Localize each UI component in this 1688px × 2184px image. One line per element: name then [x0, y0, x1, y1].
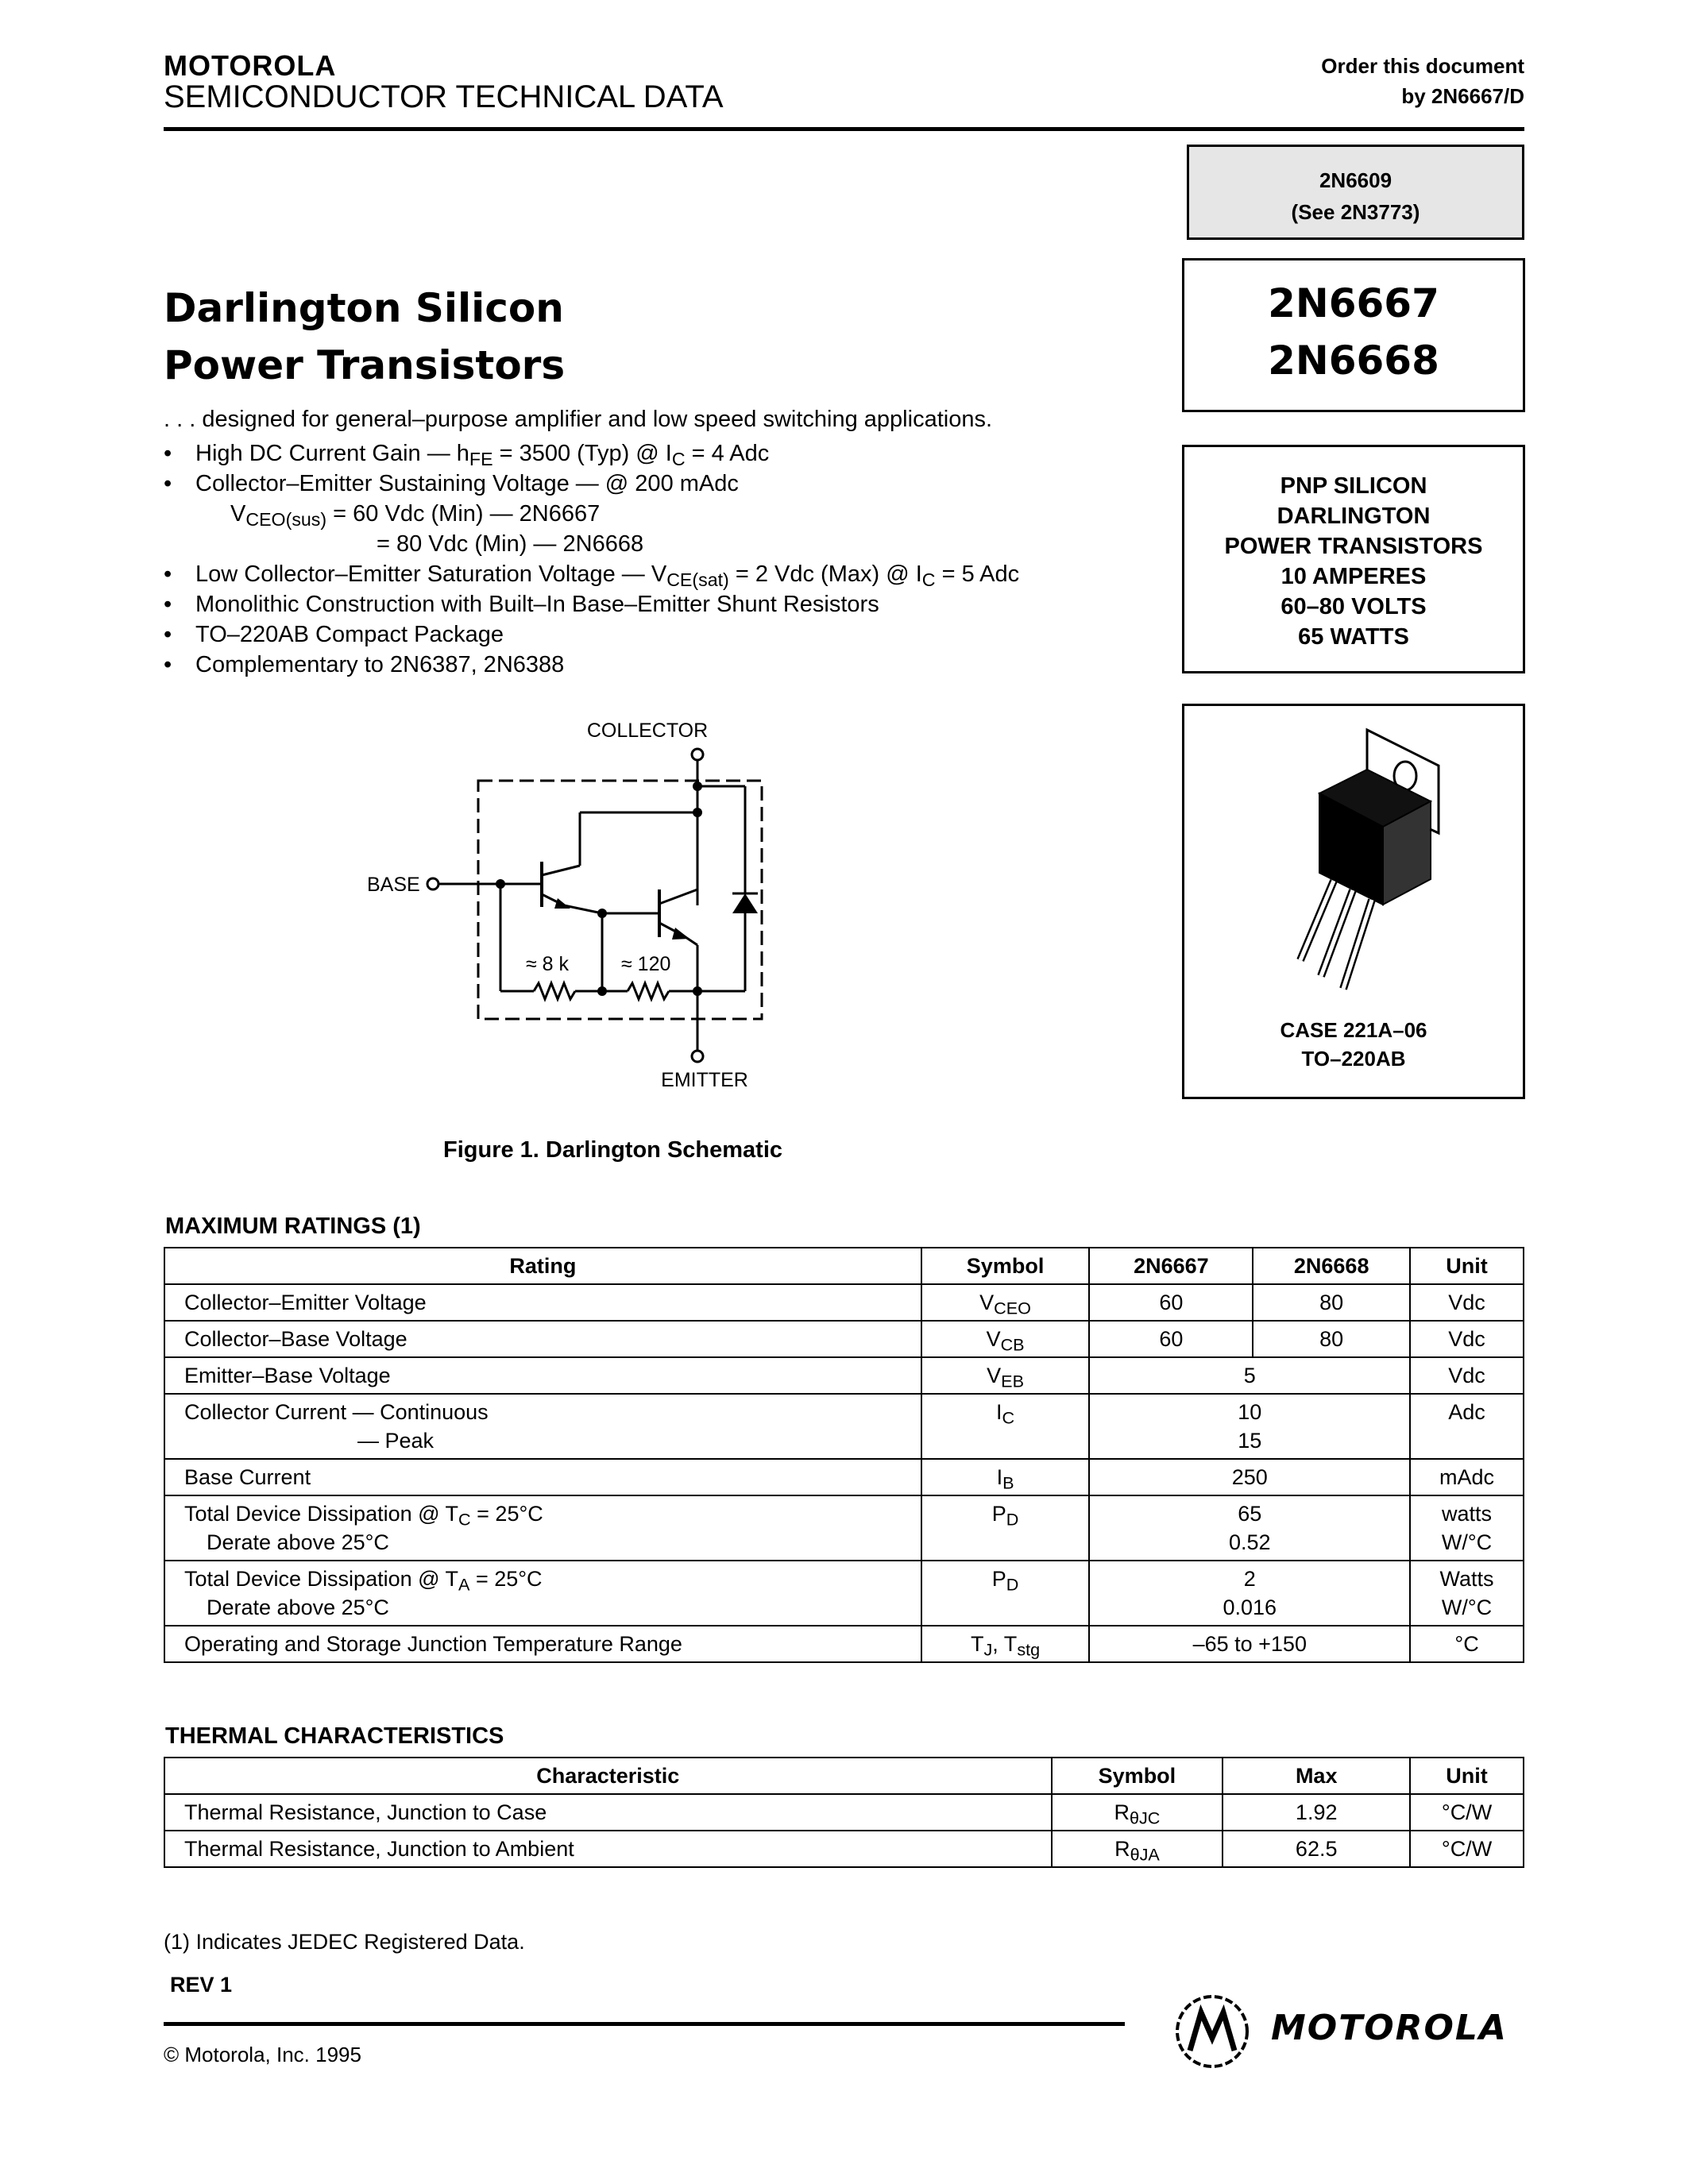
resistor-2-label: ≈ 120: [621, 953, 671, 975]
value-cell: 80: [1253, 1284, 1410, 1321]
footer-logo-text: MOTOROLA: [1271, 2008, 1508, 2048]
symbol-cell: $P_D$: [921, 1495, 1090, 1561]
max-ratings-title: MAXIMUM RATINGS (1): [165, 1214, 421, 1239]
characteristic-cell: Thermal Resistance, Junction to Ambient: [164, 1831, 1052, 1867]
table-row: [164, 1321, 1524, 1357]
footnote: (1) Indicates JEDEC Registered Data.: [164, 1930, 525, 1954]
order-line-2: by 2N6667/D: [1401, 84, 1524, 108]
emitter-label: EMITTER: [661, 1069, 748, 1091]
feature-item: • Monolithic Construction with Built–In Base–Emitter Shunt Resistors: [164, 592, 879, 617]
value-cell: 80: [1253, 1321, 1410, 1357]
table-row: [164, 1831, 1524, 1867]
see-reference: (See 2N3773): [1291, 200, 1420, 224]
feature-item: • Complementary to 2N6387, 2N6388: [164, 652, 565, 677]
table-header-row: [164, 1248, 1524, 1284]
part-number-1: 2N6667: [1268, 280, 1439, 326]
unit-cell: mAdc: [1410, 1459, 1524, 1495]
symbol-cell: $V_{CB}$: [921, 1321, 1090, 1357]
unit-cell: Watts W/°C: [1410, 1561, 1524, 1626]
to220-package-illustration: [1184, 706, 1523, 1008]
doc-type-title: SEMICONDUCTOR TECHNICAL DATA: [164, 79, 724, 114]
unit-cell: °C/W: [1410, 1831, 1524, 1867]
value-cell: 1.92: [1223, 1794, 1410, 1831]
col-header: 2N6668: [1253, 1248, 1410, 1284]
characteristic-cell: Thermal Resistance, Junction to Case: [164, 1794, 1052, 1831]
col-header: Rating: [164, 1248, 921, 1284]
value-cell: 2 0.016: [1089, 1561, 1410, 1626]
copyright: © Motorola, Inc. 1995: [164, 2043, 361, 2066]
table-row: [164, 1459, 1524, 1495]
value-cell: 10 15: [1089, 1394, 1410, 1459]
unit-cell: Vdc: [1410, 1321, 1524, 1357]
part-numbers-box: [1182, 258, 1525, 412]
feature-item: • Collector–Emitter Sustaining Voltage — @ 200 mAdc: [164, 471, 739, 496]
rating-cell: Collector–Base Voltage: [164, 1321, 921, 1357]
col-header: 2N6667: [1089, 1248, 1253, 1284]
table-row: [164, 1561, 1524, 1626]
max-ratings-table: [164, 1247, 1524, 1663]
value-cell: 60: [1089, 1321, 1253, 1357]
rating-cell: Total Device Dissipation @ $T_A = 25^\circ C$ Derate above 25°C: [164, 1561, 921, 1626]
rating-cell: Total Device Dissipation @ $T_C = 25^\circ C$ Derate above 25°C: [164, 1495, 921, 1561]
symbol-cell: $R_{\theta JC}$: [1052, 1794, 1223, 1831]
rating-cell: Emitter–Base Voltage: [164, 1357, 921, 1394]
value-cell: 5: [1089, 1357, 1410, 1394]
unit-cell: watts W/°C: [1410, 1495, 1524, 1561]
symbol-cell: $P_D$: [921, 1561, 1090, 1626]
col-header: Unit: [1410, 1248, 1524, 1284]
order-info: [1321, 51, 1524, 111]
desc-line: PNP SILICON: [1280, 473, 1427, 499]
figure-caption: Figure 1. Darlington Schematic: [443, 1137, 783, 1163]
col-header: Characteristic: [164, 1758, 1052, 1794]
order-line-1: Order this document: [1321, 54, 1524, 78]
darlington-schematic: [350, 707, 826, 1104]
table-row: [164, 1794, 1524, 1831]
base-label: BASE: [367, 874, 420, 896]
feature-list: [164, 438, 1019, 680]
part-number-2: 2N6668: [1268, 338, 1439, 384]
feature-subline: = 80 Vdc (Min) — 2N6668: [377, 531, 644, 557]
unit-cell: Vdc: [1410, 1357, 1524, 1394]
desc-line: POWER TRANSISTORS: [1224, 534, 1483, 559]
revision-label: REV 1: [170, 1973, 233, 1997]
symbol-cell: $T_J$, $T_{stg}$: [921, 1626, 1090, 1662]
col-header: Symbol: [1052, 1758, 1223, 1794]
package-type: TO–220AB: [1301, 1047, 1406, 1071]
feature-item: • Low Collector–Emitter Saturation Voltage — $V_{CE(sat)} = 2$ Vdc (Max) @ $I_C = 5$ Adc: [164, 561, 1020, 590]
resistor-1-label: ≈ 8 k: [526, 953, 570, 975]
symbol-cell: $I_C$: [921, 1394, 1090, 1459]
rating-cell: Collector Current — Continuous — Peak: [164, 1394, 921, 1459]
table-header-row: [164, 1758, 1524, 1794]
table-row: [164, 1284, 1524, 1321]
col-header: Symbol: [921, 1248, 1090, 1284]
table-row: [164, 1495, 1524, 1561]
thermal-title: THERMAL CHARACTERISTICS: [165, 1723, 504, 1749]
unit-cell: °C: [1410, 1626, 1524, 1662]
product-title: [164, 280, 565, 394]
case-number: CASE 221A–06: [1280, 1018, 1427, 1042]
title-line-2: Power Transistors: [164, 342, 566, 388]
unit-cell: °C/W: [1410, 1794, 1524, 1831]
intro-text: . . . designed for general–purpose amplifier and low speed switching applications.: [164, 407, 993, 432]
table-row: [164, 1357, 1524, 1394]
value-cell: 65 0.52: [1089, 1495, 1410, 1561]
desc-line: 10 AMPERES: [1280, 564, 1427, 589]
value-cell: 62.5: [1223, 1831, 1410, 1867]
rating-cell: Base Current: [164, 1459, 921, 1495]
symbol-cell: $R_{\theta JA}$: [1052, 1831, 1223, 1867]
symbol-cell: $I_B$: [921, 1459, 1090, 1495]
desc-line: 60–80 VOLTS: [1280, 594, 1427, 619]
desc-line: 65 WATTS: [1298, 624, 1409, 650]
table-row: [164, 1626, 1524, 1662]
desc-line: DARLINGTON: [1277, 504, 1431, 529]
symbol-cell: $V_{EB}$: [921, 1357, 1090, 1394]
feature-item: • TO–220AB Compact Package: [164, 622, 504, 647]
header-rule: [164, 127, 1524, 131]
table-row: [164, 1394, 1524, 1459]
unit-cell: Adc: [1410, 1394, 1524, 1459]
motorola-logo-icon: [1174, 1993, 1250, 2070]
value-cell: –65 to +150: [1089, 1626, 1410, 1662]
col-header: Unit: [1410, 1758, 1524, 1794]
feature-subline: $V_{CEO(sus)} = 60$ Vdc (Min) — 2N6667: [230, 501, 601, 530]
value-cell: 60: [1089, 1284, 1253, 1321]
title-line-1: Darlington Silicon: [164, 285, 564, 331]
see-part: 2N6609: [1319, 168, 1393, 192]
rating-cell: Operating and Storage Junction Temperature Range: [164, 1626, 921, 1662]
description-box: [1182, 445, 1525, 673]
value-cell: 250: [1089, 1459, 1410, 1495]
feature-item: • High DC Current Gain — $h_{FE} = 3500$ (Typ) @ $I_C = 4$ Adc: [164, 441, 770, 469]
footer-rule: [164, 2022, 1125, 2026]
collector-label: COLLECTOR: [586, 720, 709, 742]
thermal-table: [164, 1757, 1524, 1868]
unit-cell: Vdc: [1410, 1284, 1524, 1321]
rating-cell: Collector–Emitter Voltage: [164, 1284, 921, 1321]
see-also-box: [1187, 145, 1524, 240]
col-header: Max: [1223, 1758, 1410, 1794]
symbol-cell: $V_{CEO}$: [921, 1284, 1090, 1321]
package-box: [1182, 704, 1525, 1099]
brand-name: MOTOROLA: [164, 49, 337, 82]
